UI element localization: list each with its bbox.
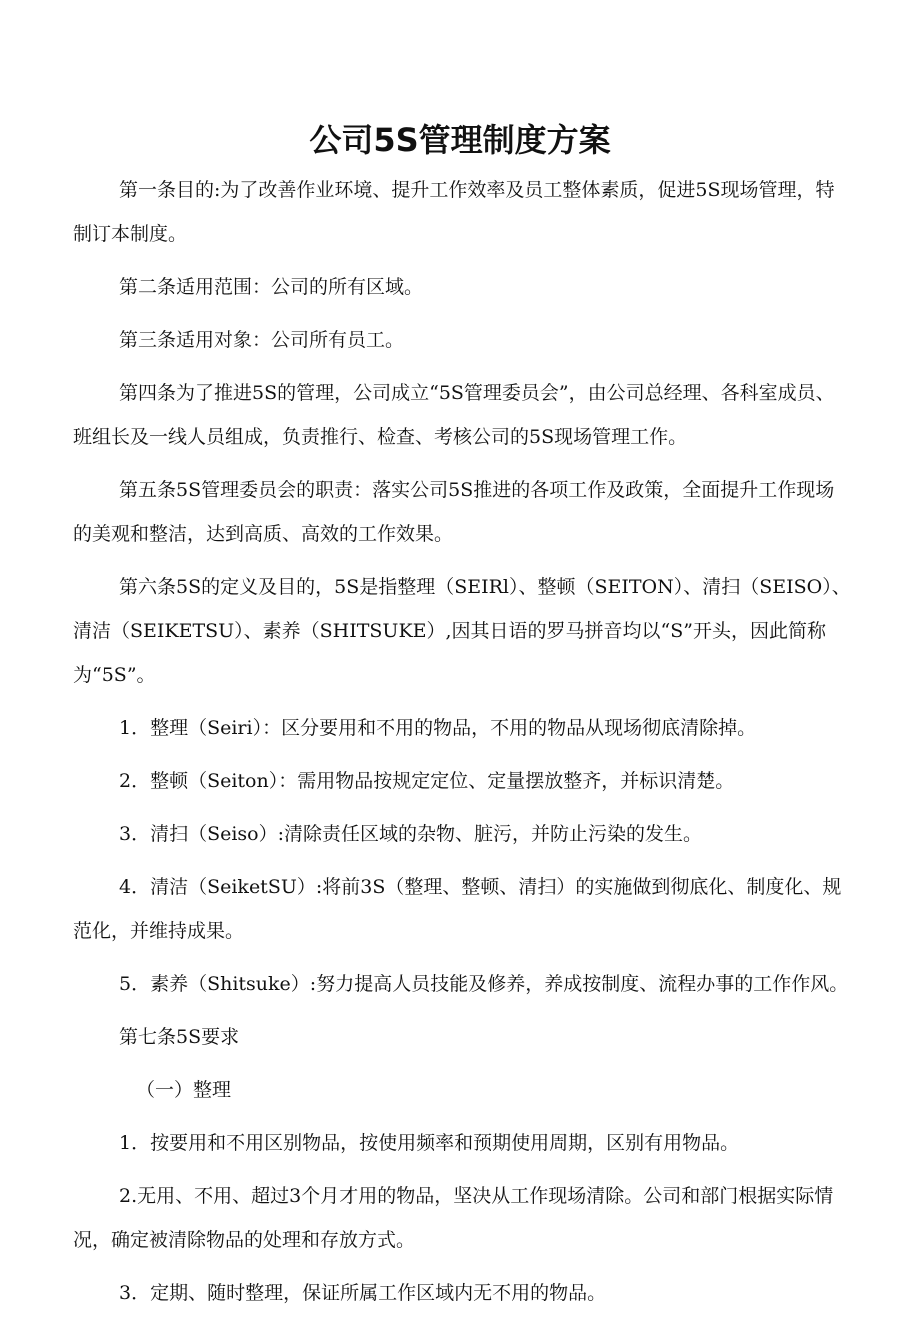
paragraph-committee-duties: 第五条5S管理委员会的职责：落实公司5S推进的各项工作及政策，全面提升工作现场的美观和整洁，达到高质、高效的工作效果。 — [73, 479, 835, 545]
list-item-shitsuke: 5．素养（Shitsuke）:努力提高人员技能及修养，养成按制度、流程办事的工作作风。 — [119, 973, 849, 995]
list-item-seiketsu: 4．清洁（SeiketSU）:将前3S（整理、整顿、清扫）的实施做到彻底化、制度化、规范化，并维持成果。 — [73, 876, 842, 942]
list-item-sort-2: 2.无用、不用、超过3个月才用的物品，坚决从工作现场清除。公司和部门根据实际情况，确定被清除物品的处理和存放方式。 — [73, 1185, 834, 1251]
document-body — [73, 168, 851, 1324]
paragraph-audience: 第三条适用对象：公司所有员工。 — [119, 329, 405, 351]
list-item-sort-1: 1．按要用和不用区别物品，按使用频率和预期使用周期，区别有用物品。 — [119, 1132, 740, 1154]
list-item-seiso: 3．清扫（Seiso）:清除责任区域的杂物、脏污，并防止污染的发生。 — [119, 823, 703, 845]
list-item-seiton: 2．整顿（Seiton）：需用物品按规定定位、定量摆放整齐，并标识清楚。 — [119, 770, 735, 792]
paragraph-purpose: 第一条目的:为了改善作业环境、提升工作效率及员工整体素质，促进5S现场管理，特制订本制度。 — [73, 179, 835, 245]
paragraph-scope: 第二条适用范围：公司的所有区域。 — [119, 276, 424, 298]
list-item-seiri: 1．整理（Seiri）：区分要用和不用的物品，不用的物品从现场彻底清除掉。 — [119, 717, 757, 739]
paragraph-committee: 第四条为了推进5S的管理，公司成立“5S管理委员会”，由公司总经理、各科室成员、班组长及一线人员组成，负责推行、检查、考核公司的5S现场管理工作。 — [73, 382, 835, 448]
section-heading-requirements: 第七条5S要求 — [119, 1026, 240, 1048]
page-title: 公司5S管理制度方案 — [309, 121, 611, 159]
paragraph-definition: 第六条5S的定义及目的，5S是指整理（SEIRl）、整顿（SEITON）、清扫（SEISO）、清洁（SEIKETSU）、素养（SHITSUKE）,因其日语的罗马拼音均以“S”开头，因此简称为“5S”。 — [73, 576, 851, 686]
subsection-heading-sort: （一）整理 — [136, 1079, 232, 1101]
list-item-sort-3: 3．定期、随时整理，保证所属工作区域内无不用的物品。 — [119, 1282, 607, 1304]
